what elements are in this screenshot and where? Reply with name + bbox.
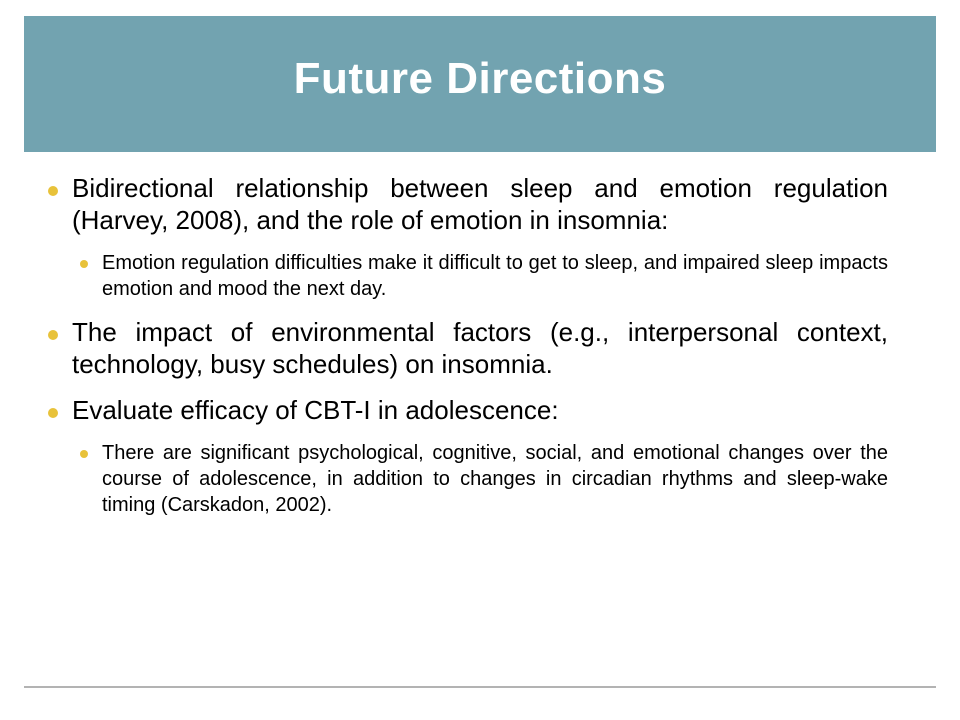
sub-bullet-text: There are significant psychological, cognitive, social, and emotional changes over the course of adolescence, in addition to changes in circadian rhythms and sleep-wake timing (Carskadon, 2002). bbox=[102, 442, 888, 516]
bullet-text: Bidirectional relationship between sleep and emotion regulation (Harvey, 2008), and the role of emotion in insomnia: bbox=[72, 173, 888, 235]
slide-body bbox=[48, 172, 888, 532]
footer-divider bbox=[24, 686, 936, 688]
sub-bullet-item bbox=[48, 440, 888, 518]
title-bar bbox=[24, 16, 936, 152]
bullet-text: The impact of environmental factors (e.g., interpersonal context, technology, busy schedules) on insomnia. bbox=[72, 317, 888, 379]
sub-bullet-text: Emotion regulation difficulties make it difficult to get to sleep, and impaired sleep impacts emotion and mood the next day. bbox=[102, 252, 888, 300]
bullet-dot-icon bbox=[48, 186, 58, 196]
bullet-item bbox=[48, 394, 888, 426]
bullet-dot-icon bbox=[80, 260, 88, 268]
bullet-item bbox=[48, 172, 888, 236]
bullet-item bbox=[48, 316, 888, 380]
bullet-text: Evaluate efficacy of CBT-I in adolescence: bbox=[72, 395, 559, 425]
bullet-dot-icon bbox=[80, 450, 88, 458]
bullet-dot-icon bbox=[48, 330, 58, 340]
sub-bullet-item bbox=[48, 250, 888, 302]
bullet-dot-icon bbox=[48, 408, 58, 418]
slide-title: Future Directions bbox=[293, 54, 667, 103]
